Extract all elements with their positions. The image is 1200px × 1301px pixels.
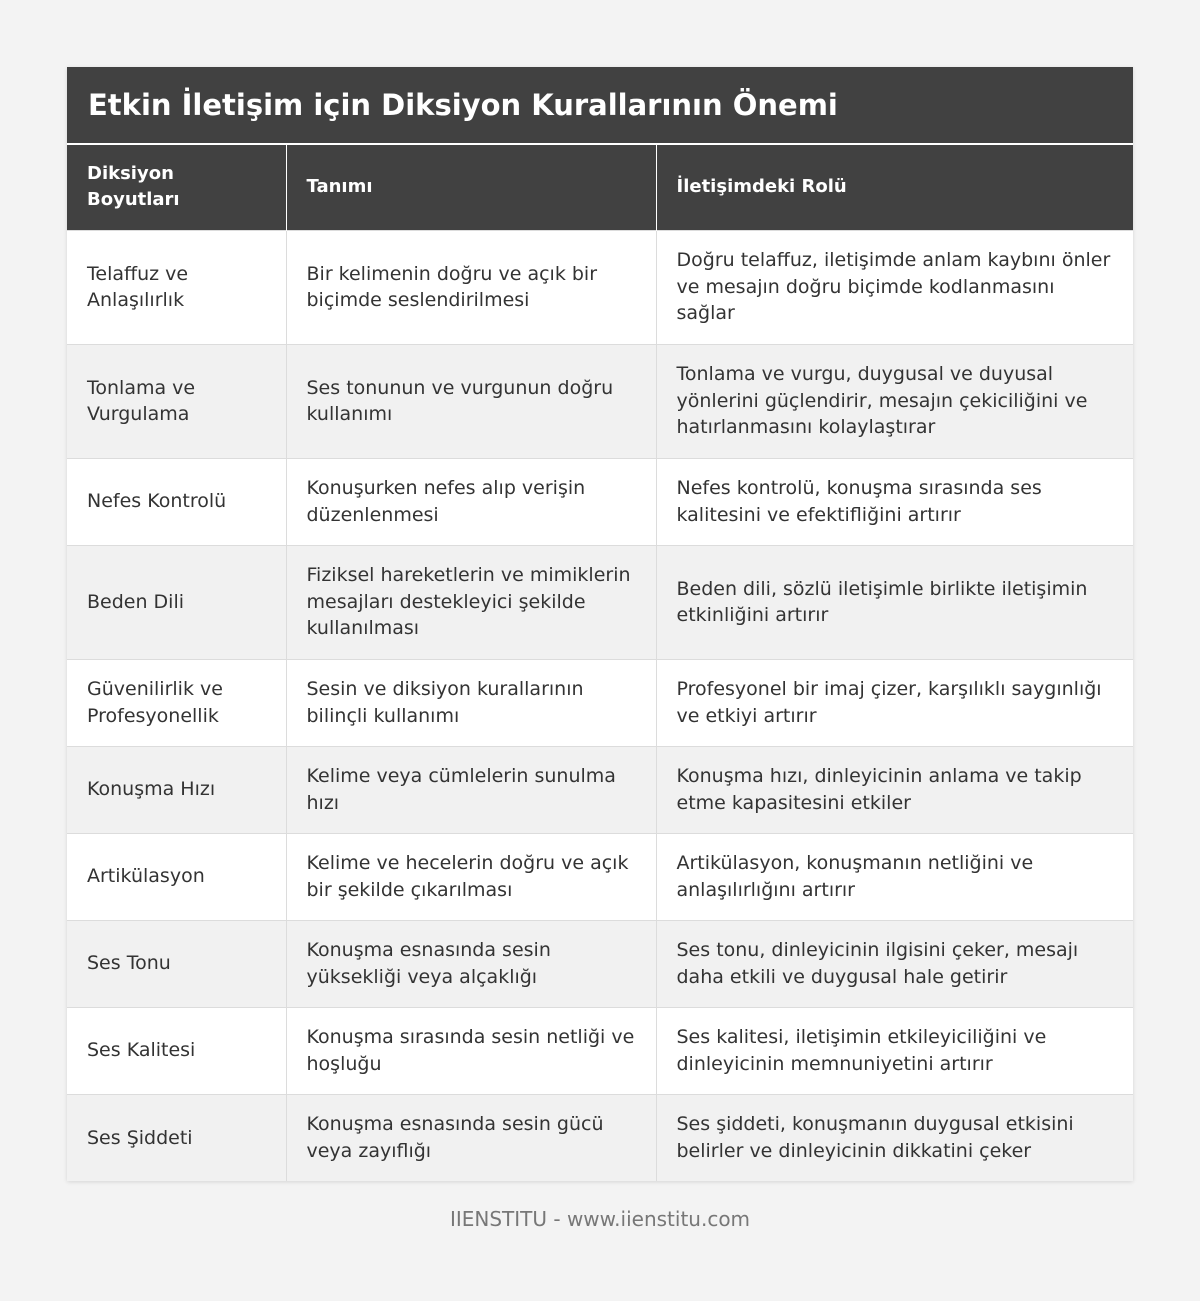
cell-role: Artikülasyon, konuşmanın netliğini ve anlaşılırlığını artırır [656, 833, 1133, 920]
cell-definition: Konuşma sırasında sesin netliği ve hoşluğu [286, 1007, 656, 1094]
cell-dimension: Ses Kalitesi [67, 1007, 286, 1094]
cell-dimension: Ses Tonu [67, 920, 286, 1007]
cell-definition: Konuşurken nefes alıp verişin düzenlenmesi [286, 458, 656, 545]
table-row [67, 1007, 1133, 1094]
cell-dimension: Nefes Kontrolü [67, 458, 286, 545]
cell-definition: Kelime ve hecelerin doğru ve açık bir şekilde çıkarılması [286, 833, 656, 920]
cell-role: Profesyonel bir imaj çizer, karşılıklı saygınlığı ve etkiyi artırır [656, 659, 1133, 746]
table-row [67, 458, 1133, 545]
cell-dimension: Ses Şiddeti [67, 1094, 286, 1181]
cell-role: Ses tonu, dinleyicinin ilgisini çeker, mesajı daha etkili ve duygusal hale getirir [656, 920, 1133, 1007]
cell-definition: Fiziksel hareketlerin ve mimiklerin mesajları destekleyici şekilde kullanılması [286, 545, 656, 659]
table-row [67, 344, 1133, 458]
table-row [67, 920, 1133, 1007]
cell-role: Doğru telaffuz, iletişimde anlam kaybını önler ve mesajın doğru biçimde kodlanmasını sağlar [656, 230, 1133, 344]
cell-dimension: Beden Dili [67, 545, 286, 659]
cell-definition: Bir kelimenin doğru ve açık bir biçimde seslendirilmesi [286, 230, 656, 344]
page-title: Etkin İletişim için Diksiyon Kurallarının Önemi [88, 88, 838, 122]
cell-definition: Ses tonunun ve vurgunun doğru kullanımı [286, 344, 656, 458]
footer-credit: IIENSTITU - www.iienstitu.com [449, 1207, 751, 1231]
table-row [67, 230, 1133, 344]
table-row [67, 833, 1133, 920]
cell-role: Beden dili, sözlü iletişimle birlikte iletişimin etkinliğini artırır [656, 545, 1133, 659]
cell-role: Ses şiddeti, konuşmanın duygusal etkisini belirler ve dinleyicinin dikkatini çeker [656, 1094, 1133, 1181]
table-row [67, 545, 1133, 659]
cell-role: Konuşma hızı, dinleyicinin anlama ve takip etme kapasitesini etkiler [656, 746, 1133, 833]
diction-table [67, 143, 1133, 1181]
cell-role: Ses kalitesi, iletişimin etkileyiciliğini ve dinleyicinin memnuniyetini artırır [656, 1007, 1133, 1094]
cell-role: Tonlama ve vurgu, duygusal ve duyusal yönlerini güçlendirir, mesajın çekiciliğini ve hatırlanmasını kolaylaştırar [656, 344, 1133, 458]
table-header-row [67, 144, 1133, 230]
cell-definition: Konuşma esnasında sesin gücü veya zayıflığı [286, 1094, 656, 1181]
cell-dimension: Artikülasyon [67, 833, 286, 920]
column-header-definition: Tanımı [286, 144, 656, 230]
table-row [67, 746, 1133, 833]
table-row [67, 659, 1133, 746]
title-bar [67, 67, 1133, 143]
cell-definition: Kelime veya cümlelerin sunulma hızı [286, 746, 656, 833]
column-header-dimension: Diksiyon Boyutları [67, 144, 286, 230]
cell-role: Nefes kontrolü, konuşma sırasında ses kalitesini ve efektifliğini artırır [656, 458, 1133, 545]
cell-dimension: Tonlama ve Vurgulama [67, 344, 286, 458]
diction-table-card [67, 67, 1133, 1181]
column-header-role: İletişimdeki Rolü [656, 144, 1133, 230]
cell-dimension: Konuşma Hızı [67, 746, 286, 833]
cell-definition: Konuşma esnasında sesin yüksekliği veya alçaklığı [286, 920, 656, 1007]
cell-definition: Sesin ve diksiyon kurallarının bilinçli kullanımı [286, 659, 656, 746]
table-row [67, 1094, 1133, 1181]
cell-dimension: Güvenilirlik ve Profesyonellik [67, 659, 286, 746]
cell-dimension: Telaffuz ve Anlaşılırlık [67, 230, 286, 344]
